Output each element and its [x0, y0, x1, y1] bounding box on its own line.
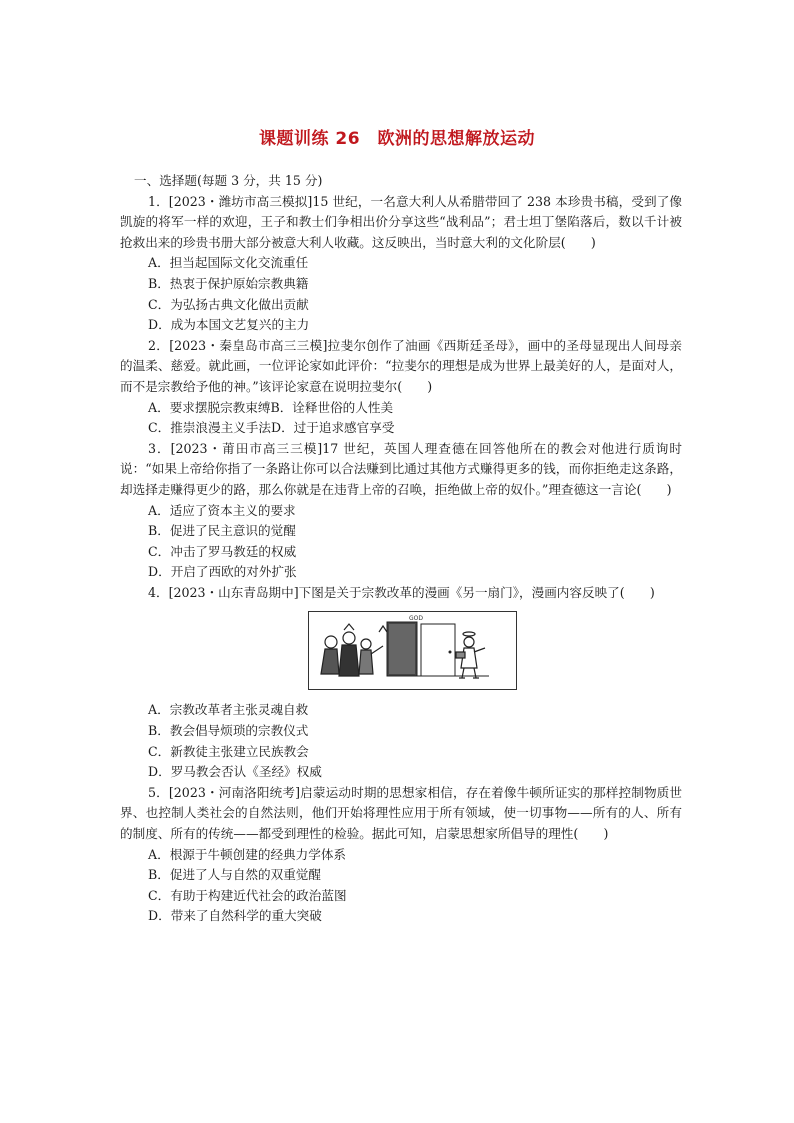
option-b: B．促进了人与自然的双重觉醒 — [148, 867, 321, 883]
option-b: B．热衷于保护原始宗教典籍 — [148, 275, 309, 291]
option-a: A．担当起国际文化交流重任 — [148, 255, 309, 271]
question-text: 1．[2023・潍坊市高三模拟]15 世纪，一名意大利人从希腊带回了 238 本珍贵书稿，受到了像凯旋的将军一样的欢迎，王子和教士们争相出价分享这些“战利品”；君士坦丁堡陷落后，数以千计被抢救出来的珍贵书册大部分被意大利人收藏。这反映出，当时意大利的文化阶层( ) — [120, 193, 682, 250]
option-b: B．教会倡导烦琐的宗教仪式 — [148, 723, 309, 739]
option-d: D．过于追求感官享受 — [270, 420, 395, 436]
option-b: B．诠释世俗的人性美 — [270, 399, 394, 415]
cartoon-drawing — [309, 612, 516, 689]
cartoon-image — [308, 611, 517, 690]
option-c: C．新教徒主张建立民族教会 — [148, 743, 309, 759]
option-d: D．带来了自然科学的重大突破 — [148, 908, 322, 924]
option-c: C．为弘扬古典文化做出贡献 — [148, 296, 309, 312]
question-2 — [120, 336, 682, 439]
option-a: A．适应了资本主义的要求 — [148, 502, 296, 518]
option-c: C．冲击了罗马教廷的权威 — [148, 543, 297, 559]
option-b: B．促进了民主意识的觉醒 — [148, 523, 296, 539]
svg-text:GOD: GOD — [409, 615, 423, 623]
option-c: C．推崇浪漫主义手法 — [148, 420, 271, 436]
page-title: 课题训练 26 欧洲的思想解放运动 — [258, 129, 536, 149]
option-d: D．罗马教会否认《圣经》权威 — [148, 764, 322, 780]
question-text: 5．[2023・河南洛阳统考]启蒙运动时期的思想家相信，存在着像牛顿所证实的那样控制物质世界、也控制人类社会的自然法则，他们开始将理性应用于所有领域，使一切事物——所有的人、所有的制度、所有的传统——都受到理性的检验。据此可知，启蒙思想家所倡导的理性( ) — [120, 784, 682, 842]
question-text: 2．[2023・秦皇岛市高三三模]拉斐尔创作了油画《西斯廷圣母》，画中的圣母显现出人间母亲的温柔、慈爱。就此画，一位评论家如此评价：“拉斐尔的理想是成为世界上最美好的人，是面对人，而不是宗教给予他的神。”该评论家意在说明拉斐尔( ) — [120, 337, 682, 394]
option-c: C．有助于构建近代社会的政治蓝图 — [148, 887, 347, 903]
option-d: D．成为本国文艺复兴的主力 — [148, 317, 310, 333]
section-heading: 一、选择题(每题 3 分，共 15 分) — [134, 173, 323, 188]
option-a: A．要求摆脱宗教束缚 — [148, 399, 271, 415]
question-5 — [120, 783, 682, 927]
question-text: 4．[2023・山东青岛期中]下图是关于宗教改革的漫画《另一扇门》，漫画内容反映了( ) — [148, 584, 655, 600]
question-3 — [120, 439, 682, 583]
option-a: A．宗教改革者主张灵魂自救 — [148, 702, 309, 718]
question-1 — [120, 192, 682, 336]
question-text: 3．[2023・莆田市高三三模]17 世纪，英国人理查德在回答他所在的教会对他进行质询时说：“如果上帝给你指了一条路让你可以合法赚到比通过其他方式赚得更多的钱，而你拒绝走这条路，却选择走赚得更少的路，那么你就是在违背上帝的召唤，拒绝做上帝的奴仆。”理查德这一言论( ) — [120, 440, 682, 497]
question-4 — [120, 583, 682, 783]
exercise-content — [120, 171, 682, 927]
option-d: D．开启了西欧的对外扩张 — [148, 564, 297, 580]
option-a: A．根源于牛顿创建的经典力学体系 — [148, 846, 347, 862]
